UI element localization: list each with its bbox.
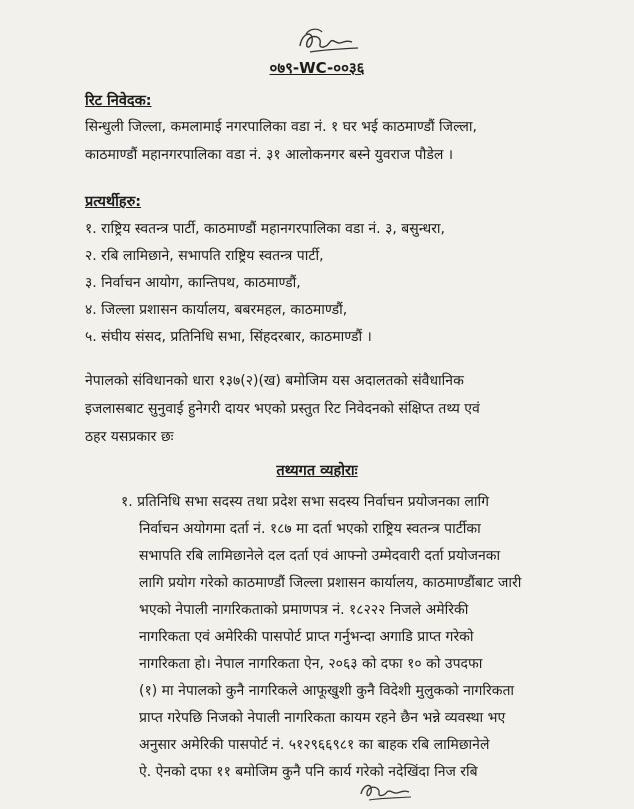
facts-line: निर्वाचन अयोगमा दर्ता नं. १८७ मा दर्ता भएको राष्ट्रिय स्वतन्त्र पार्टीका	[139, 521, 481, 537]
intro-line: इजलासबाट सुनुवाई हुनेगरी दायर भएको प्रस्तुत रिट निवेदनको संक्षिप्त तथ्य एवं	[85, 401, 480, 417]
petitioner-heading: रिट निवेदक:	[85, 93, 152, 109]
respondent-item: १. राष्ट्रिय स्वतन्त्र पार्टी, काठमाण्डौं महानगरपालिका वडा नं. ३, बसुन्धरा,	[85, 221, 446, 237]
respondent-item: २. रबि लामिछाने, सभापति राष्ट्रिय स्वतन्त्र पार्टी,	[85, 248, 324, 264]
facts-line: नागरिकता हो। नेपाल नागरिकता ऐन, २०६३ को दफा १० को उपदफा	[139, 656, 483, 672]
respondent-item: ४. जिल्ला प्रशासन कार्यालय, बबरमहल, काठमाण्डौं,	[85, 302, 348, 318]
facts-heading: तथ्यगत व्यहोराः	[276, 463, 358, 479]
intro-line: ठहर यसप्रकार छः	[85, 429, 174, 445]
facts-line: अनुसार अमेरिकी पासपोर्ट नं. ५१२९६६९८१ का बाहक रबि लामिछानेले	[139, 737, 490, 753]
facts-line: ऐ. ऐनको दफा ११ बमोजिम कुनै पनि कार्य गरेको नदेखिंदा निज रबि	[139, 764, 478, 780]
facts-line: सभापति रबि लामिछानेले दल दर्ता एवं आफ्नो उम्मेदवारी दर्ता प्रयोजनका	[139, 548, 501, 564]
case-number: ०७९-WC-००३६	[269, 59, 365, 77]
respondent-item: ३. निर्वाचन आयोग, कान्तिपथ, काठमाण्डौं,	[85, 275, 301, 291]
facts-line: लागि प्रयोग गरेको काठमाण्डौं जिल्ला प्रशासन कार्यालय, काठमाण्डौंबाट जारी	[139, 575, 522, 591]
petitioner-line: काठमाण्डौं महानगरपालिका वडा नं. ३१ आलोकनगर बस्ने युवराज पौडेल ।	[85, 147, 454, 163]
petitioner-line: सिन्धुली जिल्ला, कमलामाई नगरपालिका वडा नं. १ घर भई काठमाण्डौं जिल्ला,	[85, 119, 477, 135]
respondent-item: ५. संघीय संसद, प्रतिनिधि सभा, सिंहदरबार, काठमाण्डौं ।	[85, 329, 372, 345]
signature-bottom	[355, 776, 415, 806]
facts-line: १. प्रतिनिधि सभा सदस्य तथा प्रदेश सभा सदस्य निर्वाचन प्रयोजनका लागि	[121, 494, 490, 510]
facts-line: भएको नेपाली नागरिकताको प्रमाणपत्र नं. १८२२२ निजले अमेरिकी	[139, 602, 469, 618]
intro-line: नेपालको संविधानको धारा १३७(२)(ख) बमोजिम यस अदालतको संवैधानिक	[85, 373, 464, 389]
facts-line: नागरिकता एवं अमेरिकी पासपोर्ट प्राप्त गर्नुभन्दा अगाडि प्राप्त गरेको	[139, 629, 474, 645]
respondents-heading: प्रत्यर्थीहरु:	[85, 194, 142, 210]
facts-line: प्राप्त गरेपछि निजको नेपाली नागरिकता कायम रहने छैन भन्ने व्यवस्था भए	[139, 710, 506, 726]
signature-top	[292, 22, 362, 58]
facts-line: (१) मा नेपालको कुनै नागरिकले आफूखुशी कुनै विदेशी मुलुकको नागरिकता	[139, 683, 515, 699]
